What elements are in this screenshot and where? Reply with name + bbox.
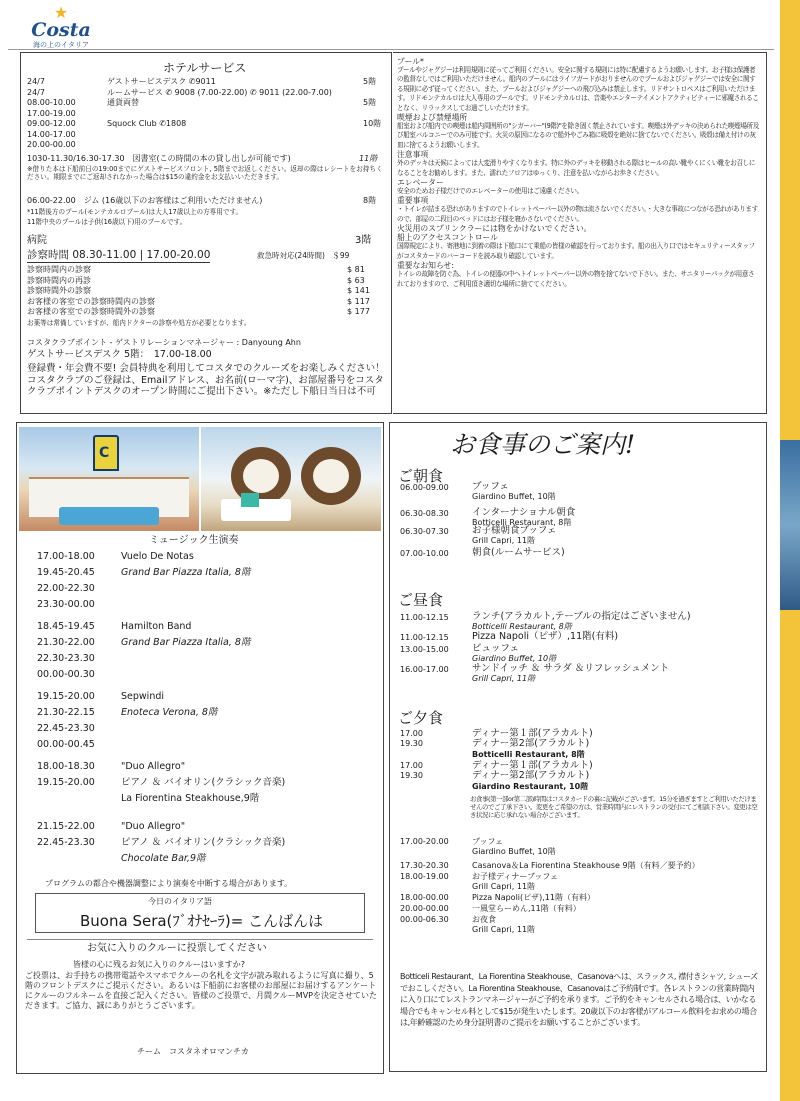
music-detail: Enoteca Verona, 8階 [121,707,218,718]
hospital-deck: 3階 [355,235,372,246]
hotel-title: ホテルサービス [163,61,247,75]
pool-section-body: ・トイレが詰まる恐れがありますのでトイレットペーパー以外の物は流さないでください。・大きな事故につながる恐れがありますので、部屋の二段目のベッドにはお子様を寝かさないでください。 [397,205,758,223]
dinner-item: ディナー第2部(アラカルト) [472,770,590,781]
dinner-item: お子様ディナーブッフェ [472,872,558,881]
clinic-hours-label: 診察時間 [27,249,69,261]
fee-label: お客様の客室での診察時間外の診察 [27,307,155,316]
right-edge-strip [780,0,800,1101]
music-detail: Grand Bar Piazza Italia, 8階 [121,567,251,578]
meal-item: 朝食(ルームサービス) [472,547,565,558]
emergency-fee: 救急時対応(24時間) ＄99 [257,251,350,260]
pillow-shape [241,493,259,507]
lunch-heading: ご昼食 [398,591,444,609]
music-time: 23.30-00.00 [37,599,95,610]
dinner-time: 20.00-00.00 [400,904,449,913]
hotel-row-label: ルームサービス ✆ 9008 (7.00-22.00) ✆ 9011 (22.00-7.00) [107,87,332,97]
meal-place: Grill Capri, 11階 [472,674,536,683]
dinner-heading: ご夕食 [398,709,444,727]
dinner-time: 00.00-06.30 [400,915,449,924]
dinner-time: 17.00-20.00 [400,837,449,846]
hospital-title: 病院 [27,235,47,246]
pool-note-2: 11階中央のプールは子供(16歳以下)用のプールです。 [27,218,187,226]
meal-place: Giardino Buffet, 10階 [472,492,556,501]
hotel-row-time: 14.00-17.00 [27,129,76,139]
meal-time: 07.00-10.00 [400,549,449,558]
edge-photo-strip [780,440,800,610]
vote-sign: チーム コスタネオロマンチカ [137,1047,249,1056]
music-time: 00.00-00.30 [37,669,95,680]
gym-line: 06.00-22.00 ジム (16歳以下のお客様はご利用いただけません) [27,196,263,205]
hotel-row-time: 08.00-10.00 [27,98,76,107]
dinner-item: Pizza Napoli(ピザ),11階（有料） [472,893,595,902]
music-detail: ピアノ ＆ バイオリン(クラシック音楽) [121,837,286,848]
meal-place: Botticelli Restaurant, 8階 [472,518,572,527]
dinner-time: 19.30 [400,771,423,780]
music-detail: Vuelo De Notas [121,551,194,562]
library-note: ※借りた本は下船前日の19:00までにゲストサービスフロント, 5階までお返しください。返却の際はレシートをお持ちください。期限までにご返却されなかった場合は$15の違約金をお支払いいただきます。 [27,165,383,181]
pool-section-body: 国際規定により、寄港地に到着の際は下船口にて乗船の皆様の確認を行っております。船の出入り口ではセキュリティースタッフがコスタカードのバーコードを読み取り確認しています。 [397,242,755,260]
meal-time: 11.00-12.15 [400,633,449,642]
clinic-hours: 08.30-11.00 | 17.00-20.00 [72,249,211,261]
music-detail: "Duo Allegro" [121,761,186,772]
pool-section-heading: エレベーター [397,178,444,188]
hotel-row-label: Squock Club ✆1808 [107,119,187,128]
pool-section-heading: 重要事項 [397,196,429,206]
ship-funnel-shape: C [93,435,119,471]
meal-time: 06.30-07.30 [400,527,449,536]
meal-item: ビュッフェ [472,643,520,654]
meal-place: Grill Capri, 11階 [472,536,536,545]
music-time: 22.45-23.30 [37,723,95,734]
pool-section-heading: プール* [397,57,424,66]
music-time: 22.45-23.30 [37,837,95,848]
dining-footer: Botticeli Restaurant、La Fiorentina Steakhouse、Casanovaへは、スラックス, 襟付きシャツ, シューズでおこしください。La Fiorentina Steakhouse、Casanovaはご予約制です。各レストランの営業時間内に入り口にてレストランマネージャーがご予約を承ります。ご予約をキャンセルされる場合は、いかなる場合でもキャンセル料として$15が発生いたします。20歳以下のお客様がアルコール飲料をお求めの場合は,年齢確認のため身分証明書のご提示をお願いすることがございます。 [400,972,758,1027]
pool-shape [59,507,159,525]
hotel-row-time: 20.00-00.00 [27,140,76,149]
music-detail: Hamilton Band [121,621,192,632]
club-line-2: ゲストサービスデスク 5階： 17.00-18.00 [27,349,212,360]
logo-name: Costa [31,19,91,41]
meal-item: ランチ(アラカルト,テーブルの指定はございません) [472,611,691,622]
vote-body: ご投票は、お手持ちの携帯電話やスマホでクルーの名札を文字が読み取れるように写真に撮り、5階のフロントデスクにご提示ください。あるいは下船前にお客様のお部屋にお届けするアンケートにクルーのフルネームを直接ご記入ください。皆様のご投票で、月間クルーMVPを決定させていただきます。ご協力、誠にありがとうございます。 [25,971,377,1010]
dinner-time: 18.00-19.00 [400,872,449,881]
page-header [8,0,774,50]
pool-note-1: *11階後方のプール(モンテカルロプール)は大人17歳以上の方専用です。 [27,208,243,216]
fee-label: お客様の客室での診察時間内の診察 [27,296,155,306]
ship-deck-photo [19,427,199,531]
music-detail: Chocolate Bar,9階 [121,853,206,864]
meal-item: Pizza Napoli（ピザ）,11階(有料) [472,631,619,642]
music-detail: Sepwindi [121,691,165,702]
meal-place: Botticelli Restaurant, 8階 [472,622,572,631]
library-deck: 11階 [359,154,378,163]
fee-label: 診察時間内の診察 [27,265,91,274]
music-time: 18.00-18.30 [37,761,95,772]
pool-section-body: 外のデッキは天候によっては大変滑りやすくなります。特に外のデッキを移動される際はヒールの高い靴やくにくい靴をお召しになることをお勧めします。また、濡れたフロアはゆっくり、注意を払いながらお歩きください。 [397,159,756,177]
dinner-time: 18.00-00.00 [400,893,449,902]
music-detail: ピアノ ＆ バイオリン(クラシック音楽) [121,777,286,788]
dinner-place: Botticelli Restaurant, 8階 [472,750,585,759]
music-title: ミュージック生演奏 [149,535,239,546]
italian-heading: 今日のイタリア語 [148,897,212,906]
dinner-item: ブッフェ [472,837,504,846]
meal-item: お子様朝食ブッフェ [472,525,557,536]
dinner-place: Grill Capri, 11階 [472,925,536,934]
dinner-place: Grill Capri, 11階 [472,882,536,891]
fee-price: $ 81 [347,265,365,274]
music-time: 22.30-23.30 [37,653,95,664]
music-time: 19.15-20.00 [37,777,95,788]
music-detail: La Fiorentina Steakhouse,9階 [121,793,260,804]
dining-title: お食事のご案内! [450,430,636,459]
vote-title: お気に入りのクルーに投票してください [87,943,267,954]
pool-section-heading: 喫煙および禁煙場所 [397,113,468,123]
dinner-item: Casanova＆La Fiorentina Steakhouse 9階（有料／要予約） [472,861,700,870]
dinner-item: ディナー第１部(アラカルト) [472,728,593,739]
italian-phrase: Buona Sera(ﾌﾞｵﾅｾｰﾗ)= こんばんは [80,912,324,930]
pool-section-body: プールやジャグジーは利用規則に従ってご利用ください。安全に関する規則には特に配慮するようお願いします。お子様は保護者の監督なしではご利用いただけません。船内のプールにはライフガードがおりませんのでプールおよびジャグジーでは安全に関する規則に必ず従ってください。また、プールおよびジャグジーへの飛び込みは禁止します。リドサントロペスはご利用いただけます。リドモンテカルロは大人専用のプールです。リドモンテカルロは、音楽やエンターテイメントアクティビティーに邪魔されることなく、リラックスしてお過ごしいただけます。 [397,66,759,112]
lounge-pod-right [301,447,361,505]
hotel-row-time: 17.00-19.00 [27,108,76,118]
costa-logo [26,5,96,50]
hotel-row-time: 09.00-12.00 [27,119,76,128]
dinner-item: ディナー第１部(アラカルト) [472,760,593,771]
meal-item: サンドイッチ ＆ サラダ ＆リフレッシュメント [472,663,670,674]
music-detail: "Duo Allegro" [121,821,186,832]
meal-place: Giardino Buffet, 10階 [472,654,557,663]
music-time: 00.00-00.45 [37,739,95,750]
italian-phrase-box [35,893,365,933]
music-time: 18.45-19.45 [37,621,95,632]
meal-item: ブッフェ [472,481,509,492]
music-time: 19.45-20.45 [37,567,95,578]
meal-time: 06.30-08.30 [400,509,449,518]
pool-section-heading: 船上のアクセスコントロール [397,233,498,243]
clinic-hours-row [27,249,210,263]
music-time: 21.30-22.00 [37,637,95,648]
hotel-row-deck: 5階 [363,98,377,107]
lounge-pod-left [231,447,291,505]
hotel-row-time: 24/7 [27,77,45,86]
dining-panel [389,422,767,1072]
pool-section-body: 安全のためお子様だけでのエレベーターの使用はご遠慮ください。 [397,187,583,196]
fees-note: お薬等は常備していますが、船内ドクターの診察や処方が必要となります。 [27,319,251,327]
dinner-time: 17.00 [400,729,423,738]
fee-price: $ 117 [347,296,370,306]
club-body: 登録費・年会費不要! 会員特典を利用してコスタでのクルーズをお楽しみください！コスタクラブのご登録は、Emailアドレス、お名前(ローマ字)、お部屋番号をコスタクラブポイントデスクのオープン時間にご提出下さい。※ただし下船日当日は不可 [27,363,385,397]
logo-tagline: 海の上のイタリア [33,41,89,49]
dinner-note: お食事(第一部or第二部)時間はコスタカードの裏に記載がございます。15分を過ぎますとご利用いただけませんのでご了承下さい。変更をご希望の方は、営業時間内にレストランの受付にてご相談下さい。変更は空き状況に応じ承れない場合がございます。 [470,795,758,819]
dinner-item: 一風堂らーめん,11階（有料） [472,904,581,913]
dinner-place: Giardino Restaurant, 10階 [472,782,589,791]
hotel-row-deck: 10階 [363,119,382,128]
meal-time: 06.00-09.00 [400,483,449,492]
club-line-1: コスタクラブポイント - ゲストリレーションマネージャー : Danyoung Ahn [27,338,301,347]
vote-question: 皆様の心に残るお気に入りのクルーはいますか? [73,960,246,969]
logo-star-icon: ★ [53,3,69,22]
music-panel [16,422,384,1074]
fee-price: $ 63 [347,275,365,285]
dinner-time: 19.30 [400,739,423,748]
fee-label: 診察時間外の診察 [27,286,91,295]
hotel-row-time: 24/7 [27,87,45,97]
music-time: 17.00-18.00 [37,551,95,562]
pool-section-heading: 注意事項 [397,150,429,160]
hotel-row-deck: 5階 [363,77,377,86]
meal-time: 16.00-17.00 [400,665,449,674]
gym-deck: 8階 [363,196,377,205]
pool-section-body: 船室および船内での喫煙は船内周囲所の"シガーバー"(9階)"を除き固く禁止されています。喫煙は外デッキの決められた喫煙場所及び船室バルコニーでのみ可能です。火災の原因になるので船外やごみ箱に吸殻を絶対に捨てないでください。吸殻は備え付けの灰皿に捨てるようお願いします。 [397,122,759,149]
library-line: 1030-11.30/16.30-17.30 図書室(この時間の本の貸し出しが可能です) [27,154,291,163]
dinner-item: お夜食 [472,915,496,924]
music-note: プログラムの都合や機器調整により演奏を中断する場合があります。 [45,879,293,888]
vote-divider [27,939,373,940]
pool-section-heading: 重要なお知らせ: [397,261,454,271]
music-time: 19.15-20.00 [37,691,95,702]
hotel-row-label: 通貨両替 [107,98,139,107]
pool-sections [397,57,759,289]
music-detail: Grand Bar Piazza Italia, 8階 [121,637,251,648]
dinner-time: 17.00 [400,761,423,770]
dinner-place: Giardino Buffet, 10階 [472,847,556,856]
pool-section-body: トイレの故障を防ぐ為、トイレの便器の中へトイレットペーパー以外の物を捨てないで下さい。また、サニタリーパックが用意されておりますので、ご利用頂き適切な場所に捨ててください。 [397,270,755,288]
fee-label: 診察時間内の再診 [27,275,91,285]
dinner-item: ディナー第2部(アラカルト) [472,738,590,749]
meal-time: 13.00-15.00 [400,645,449,654]
dinner-time: 17.30-20.30 [400,861,449,870]
meal-time: 11.00-12.15 [400,613,449,622]
pool-rules-panel [393,52,767,414]
fee-price: $ 177 [347,307,370,316]
music-time: 21.15-22.00 [37,821,95,832]
fee-price: $ 141 [347,286,370,295]
hotel-row-label: ゲストサービスデスク ✆9011 [107,77,216,86]
lounge-pod-photo [201,427,381,531]
music-time: 22.00-22.30 [37,583,95,594]
music-time: 21.30-22.15 [37,707,95,718]
pool-section-heading: 火災用のスプリンクラーには物をかけないでください。 [397,224,592,234]
hotel-services-panel [20,52,392,414]
breakfast-heading: ご朝食 [398,467,444,485]
meal-item: インターナショナル朝食 [472,507,576,518]
